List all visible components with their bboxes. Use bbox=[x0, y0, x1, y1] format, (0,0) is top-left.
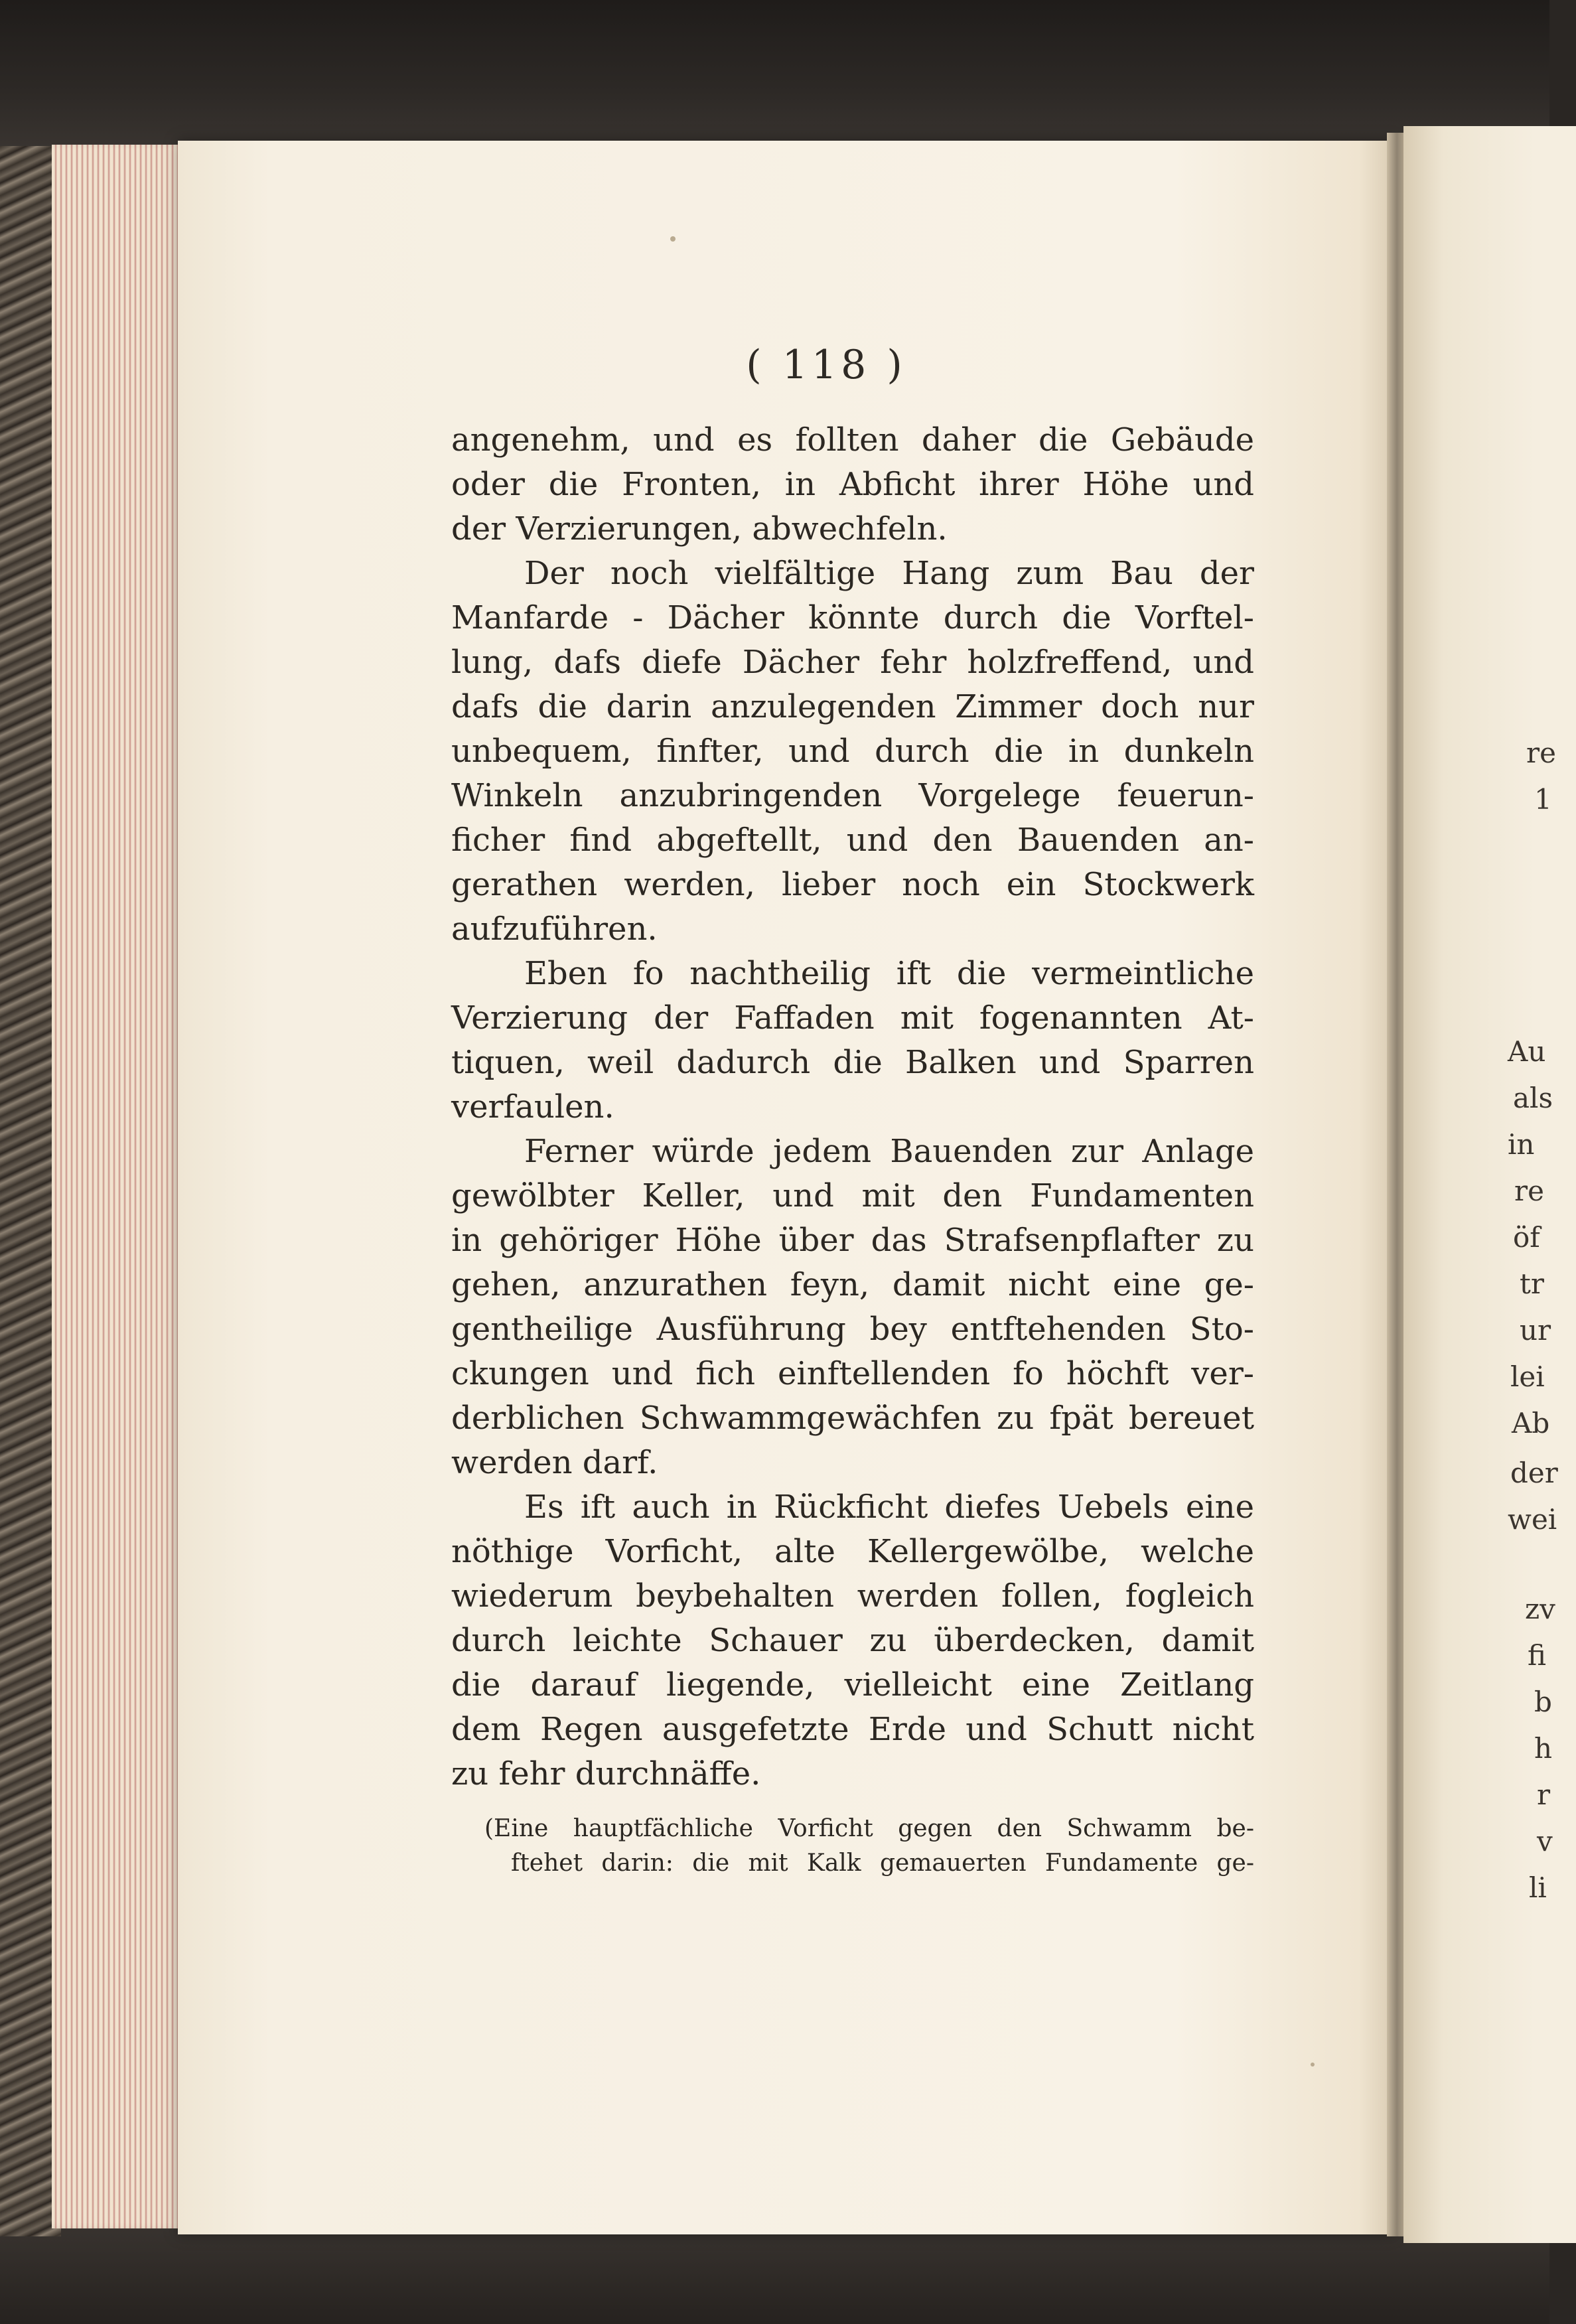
page-number: ( 118 ) bbox=[746, 342, 906, 388]
text-line: derblichen Schwammgewächfen zu fpät bereuet bbox=[451, 1400, 1254, 1437]
background-top bbox=[0, 0, 1549, 153]
text-line: unbequem, finfter, und durch die in dunkeln bbox=[451, 733, 1254, 770]
text-line: nöthige Vorficht, alte Kellergewölbe, welche bbox=[451, 1533, 1254, 1570]
text-line: gehen, anzurathen feyn, damit nicht eine ge- bbox=[451, 1266, 1254, 1303]
text-line: werden darf. bbox=[451, 1444, 658, 1481]
text-line: die darauf liegende, vielleicht eine Zeitlang bbox=[451, 1666, 1254, 1704]
text-line: ckungen und fich einftellenden fo höchft ver- bbox=[451, 1355, 1254, 1392]
text-line: Winkeln anzubringenden Vorgelege feuerun- bbox=[451, 777, 1254, 814]
facing-page-fragment: re bbox=[1514, 1175, 1544, 1207]
facing-page-fragment: lei bbox=[1510, 1360, 1545, 1393]
text-line: durch leichte Schauer zu überdecken, damit bbox=[451, 1622, 1254, 1659]
text-line: aufzuführen. bbox=[451, 910, 658, 948]
right-page bbox=[1403, 126, 1576, 2243]
text-line: der Verzierungen, abwechfeln. bbox=[451, 510, 948, 547]
text-line: Verzierung der Faffaden mit fogenannten At- bbox=[451, 999, 1254, 1037]
body-text bbox=[451, 418, 1254, 1796]
text-line: Es ift auch in Rückficht diefes Uebels eine bbox=[524, 1489, 1254, 1526]
facing-page-fragment: in bbox=[1508, 1128, 1535, 1161]
text-line: dem Regen ausgefetzte Erde und Schutt nicht bbox=[451, 1711, 1254, 1748]
facing-page-fragment: li bbox=[1529, 1871, 1547, 1904]
text-line: Manfarde - Dächer könnte durch die Vorftel- bbox=[451, 599, 1254, 636]
text-line: in gehöriger Höhe über das Strafsenpflafter zu bbox=[451, 1222, 1254, 1259]
footnote-line: ftehet darin: die mit Kalk gemauerten Fundamente ge- bbox=[511, 1850, 1254, 1877]
paper-speck bbox=[670, 236, 676, 242]
facing-page-fragment: wei bbox=[1508, 1503, 1557, 1536]
facing-page-fragment: der bbox=[1510, 1457, 1558, 1489]
text-line: gentheilige Ausführung bey entftehenden Sto- bbox=[451, 1311, 1254, 1348]
text-line: Der noch vielfältige Hang zum Bau der bbox=[524, 555, 1254, 592]
text-line: Ferner würde jedem Bauenden zur Anlage bbox=[524, 1133, 1254, 1170]
facing-page-fragment: als bbox=[1513, 1082, 1553, 1114]
facing-page-fragment: tr bbox=[1520, 1268, 1544, 1300]
facing-page-fragment: fi bbox=[1528, 1639, 1547, 1672]
text-line: tiquen, weil dadurch die Balken und Sparren bbox=[451, 1044, 1254, 1081]
facing-page-fragment: b bbox=[1534, 1686, 1552, 1718]
facing-page-fragment: Ab bbox=[1512, 1407, 1550, 1439]
facing-page-fragment: h bbox=[1534, 1732, 1553, 1765]
text-line: ficher find abgeftellt, und den Bauenden an- bbox=[451, 822, 1254, 859]
text-line: dafs die darin anzulegenden Zimmer doch nur bbox=[451, 688, 1254, 725]
text-line: verfaulen. bbox=[451, 1088, 614, 1126]
paper-speck bbox=[1311, 2063, 1315, 2067]
footnote-line: (Eine hauptfächliche Vorficht gegen den Schwamm be- bbox=[484, 1815, 1254, 1842]
facing-page-fragment: Au bbox=[1508, 1035, 1546, 1068]
text-line: zu fehr durchnäffe. bbox=[451, 1755, 761, 1792]
facing-page-fragment: ur bbox=[1520, 1314, 1551, 1346]
footnote bbox=[484, 1812, 1254, 1881]
text-line: oder die Fronten, in Abficht ihrer Höhe und bbox=[451, 466, 1254, 503]
facing-page-fragment: 1 bbox=[1534, 783, 1552, 816]
facing-page-fragment: öf bbox=[1513, 1221, 1540, 1254]
text-line: gerathen werden, lieber noch ein Stockwerk bbox=[451, 866, 1254, 903]
text-line: angenehm, und es follten daher die Gebäude bbox=[451, 421, 1254, 459]
text-line: Eben fo nachtheilig ift die vermeintliche bbox=[524, 955, 1254, 992]
facing-page-fragment: r bbox=[1537, 1779, 1551, 1811]
page-block-edges bbox=[52, 145, 191, 2228]
text-line: lung, dafs diefe Dächer fehr holzfreffend, und bbox=[451, 644, 1254, 681]
facing-page-fragment: re bbox=[1526, 737, 1556, 769]
facing-page-fragment: zv bbox=[1525, 1593, 1555, 1625]
facing-page-fragment: v bbox=[1537, 1825, 1553, 1857]
text-line: gewölbter Keller, und mit den Fundamenten bbox=[451, 1177, 1254, 1214]
text-line: wiederum beybehalten werden follen, fogleich bbox=[451, 1577, 1254, 1615]
